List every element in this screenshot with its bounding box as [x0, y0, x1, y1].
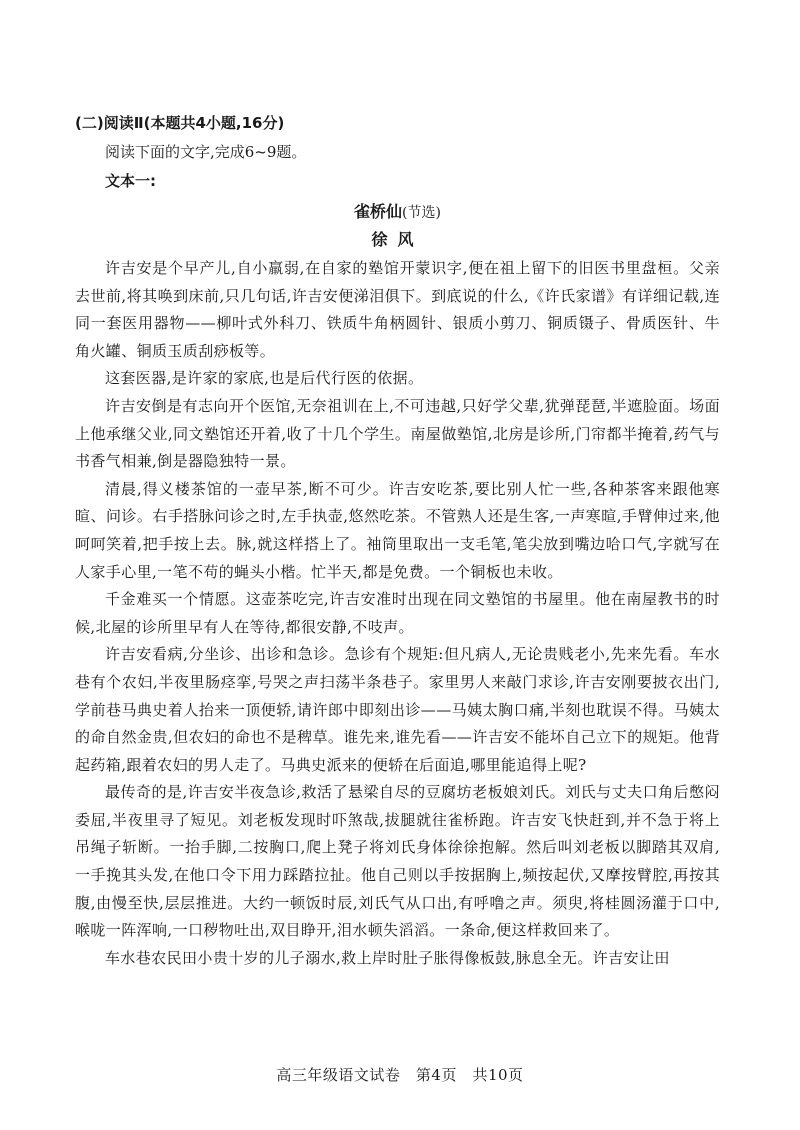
section-title: (二)阅读Ⅱ(本题共4小题,16分) [75, 114, 285, 132]
article-title: 雀桥仙 [354, 202, 403, 221]
text-label: 文本一: [105, 172, 156, 190]
article-title-note: (节选) [402, 205, 441, 221]
paragraph: 千金难买一个情愿。这壶茶吃完,许吉安准时出现在同文塾馆的书屋里。他在南屋教书的时候,北屋的诊所里早有人在等待,都很安静,不吱声。 [75, 590, 720, 636]
paragraph: 车水巷农民田小贵十岁的儿子溺水,救上岸时肚子胀得像板鼓,脉息全无。许吉安让田 [105, 948, 670, 967]
paragraph: 许吉安倒是有志向开个医馆,无奈祖训在上,不可违越,只好学父辈,犹弹琵琶,半遮脸面。场面上他承继父业,同文塾馆还开着,收了十几个学生。南屋做塾馆,北房是诊所,门帘都半掩着,药气与书香气相兼,倒是器隐独特一景。 [75, 396, 720, 471]
paragraph: 许吉安是个早产儿,自小羸弱,在自家的塾馆开蒙识字,便在祖上留下的旧医书里盘桓。父亲去世前,将其唤到床前,只几句话,许吉安便涕泪俱下。到底说的什么,《许氏家谱》有详细记载,连同一套医用器物——柳叶式外科刀、铁质牛角柄圆针、银质小剪刀、铜质镊子、骨质医针、牛角火罐、铜质玉质刮痧板等。 [75, 259, 720, 360]
section-instruction: 阅读下面的文字,完成6~9题。 [105, 143, 307, 161]
page-footer: 高三年级语文试卷 第4页 共10页 [276, 1066, 524, 1084]
paragraph: 许吉安看病,分坐诊、出诊和急诊。急诊有个规矩:但凡病人,无论贵贱老小,先来先看。车水巷有个农妇,半夜里肠痉挛,号哭之声扫荡半条巷子。家里男人来敲门求诊,许吉安刚要披衣出门,学前巷马典史着人抬来一顶便轿,请许郎中即刻出诊——马姨太胸口痛,半刻也耽误不得。马姨太的命自然金贵,但农妇的命也不是稗草。谁先来,谁先看——许吉安不能坏自己立下的规矩。他背起药箱,跟着农妇的男人走了。马典史派来的便轿在后面追,哪里能追得上呢? [75, 645, 720, 774]
paragraph: 这套医器,是许家的家底,也是后代行医的依据。 [105, 369, 424, 388]
reading-section [75, 108, 720, 972]
article-title-row [75, 198, 720, 227]
paragraph: 清晨,得义楼茶馆的一壶早茶,断不可少。许吉安吃茶,要比别人忙一些,各种茶客来跟他寒暄、问诊。右手搭脉问诊之时,左手执壶,悠然吃茶。不管熟人还是生客,一声寒暄,手臂伸过来,他呵呵笑着,把手按上去。脉,就这样搭上了。袖筒里取出一支毛笔,笔尖放到嘴边哈口气,字就写在人家手心里,一笔不苟的蝇头小楷。忙半天,都是免费。一个铜板也未收。 [75, 479, 720, 581]
article-author: 徐风 [371, 230, 424, 249]
paragraph: 最传奇的是,许吉安半夜急诊,救活了悬梁自尽的豆腐坊老板娘刘氏。刘氏与丈夫口角后憋闷委屈,半夜里寻了短见。刘老板发现时吓煞哉,拔腿就往雀桥跑。许吉安飞快赶到,并不急于将上吊绳子斩断。一抬手脚,二按胸口,爬上凳子将刘氏身体徐徐抱解。然后叫刘老板以脚踏其双肩,一手挽其头发,在他口令下用力踩踏拉扯。他自己则以手按据胸上,频按起伏,又摩按臂腔,再按其腹,由慢至快,层层推进。大约一顿饭时辰,刘氏气从口出,有呼噜之声。须臾,将桂圆汤灌于口中,喉咙一阵浑响,一口秽物吐出,双目睁开,泪水顿失滔滔。一条命,便这样救回来了。 [75, 783, 720, 940]
